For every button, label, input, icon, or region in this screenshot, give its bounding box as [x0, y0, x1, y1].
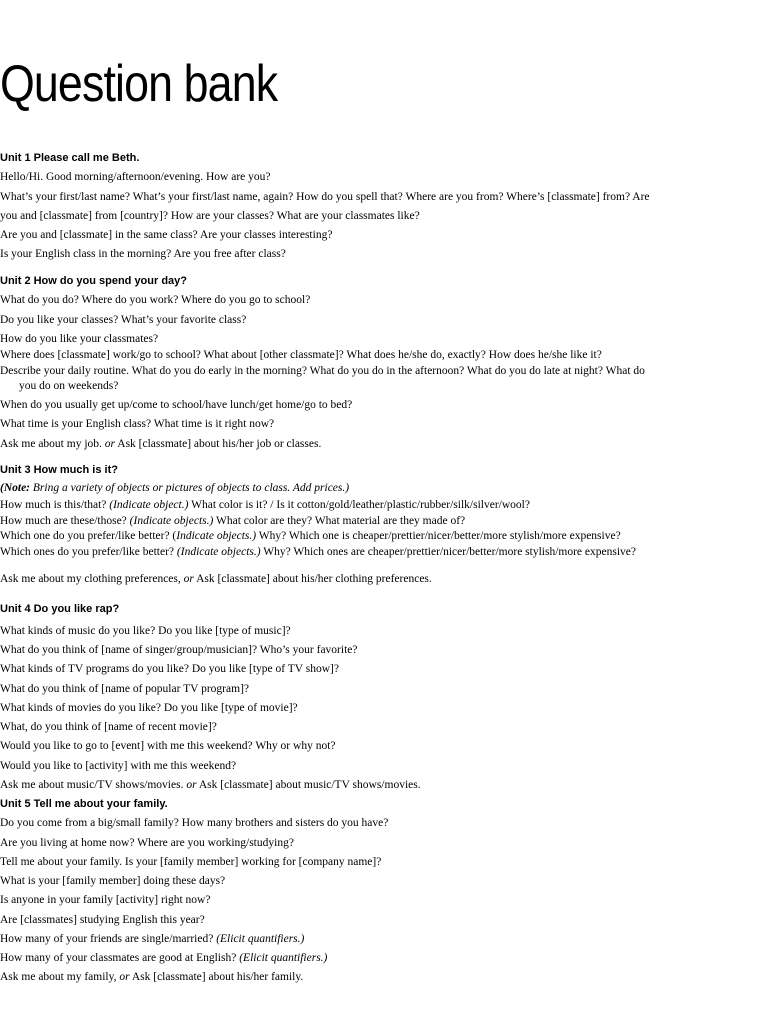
unit-2-line: Do you like your classes? What’s your favorite class?	[0, 314, 247, 326]
note-label: (Note:	[0, 482, 31, 494]
unit-2-line: What do you do? Where do you work? Where do you go to school?	[0, 294, 311, 306]
unit-3-line	[0, 545, 636, 559]
unit-1-line: Is your English class in the morning? Are you free after class?	[0, 248, 286, 260]
instruction-text: (Indicate object.)	[109, 499, 189, 511]
unit-5-line	[0, 932, 304, 946]
unit-3-line	[0, 514, 465, 528]
unit-1-line: Hello/Hi. Good morning/afternoon/evening. How are you?	[0, 171, 271, 183]
unit-5-ask-line	[0, 970, 303, 984]
unit-5-line: Is anyone in your family [activity] right now?	[0, 894, 211, 906]
unit-4-line: What do you think of [name of singer/group/musician]? Who’s your favorite?	[0, 644, 358, 656]
instruction-text: (Elicit quantifiers.)	[216, 933, 305, 945]
unit-3-line	[0, 498, 530, 512]
ask-text: Ask [classmate] about his/her job or classes.	[117, 438, 322, 450]
instruction-text: (Indicate objects.)	[176, 546, 261, 558]
note-text: Bring a variety of objects or pictures of objects to class. Add prices.)	[32, 482, 350, 494]
ask-text: Ask me about music/TV shows/movies.	[0, 779, 184, 791]
ask-text: Ask me about my clothing preferences,	[0, 573, 181, 585]
line-text: Which one do you prefer/like better? (	[0, 530, 177, 542]
unit-4-line: What, do you think of [name of recent movie]?	[0, 721, 217, 733]
line-text: How many of your classmates are good at English?	[0, 952, 237, 964]
unit-1-line: you and [classmate] from [country]? How are your classes? What are your classmates like?	[0, 210, 420, 222]
line-text: Why? Which ones are cheaper/prettier/nicer/better/more stylish/more expensive?	[263, 546, 636, 558]
unit-2-heading: Unit 2 How do you spend your day?	[0, 275, 188, 287]
instruction-text: (Indicate objects.)	[129, 515, 214, 527]
unit-5-line: Do you come from a big/small family? How many brothers and sisters do you have?	[0, 817, 389, 829]
ask-text: Ask [classmate] about his/her clothing preferences.	[196, 573, 432, 585]
unit-5-heading: Unit 5 Tell me about your family.	[0, 798, 168, 810]
line-text: What color are they? What material are they made of?	[216, 515, 466, 527]
unit-2-line: Describe your daily routine. What do you do early in the morning? What do you do in the afternoon? What do you do late at night? What do	[0, 365, 645, 377]
unit-4-heading: Unit 4 Do you like rap?	[0, 603, 120, 615]
instruction-text: (Elicit quantifiers.)	[239, 952, 328, 964]
unit-4-line: What do you think of [name of popular TV program]?	[0, 683, 249, 695]
unit-4-line: What kinds of music do you like? Do you like [type of music]?	[0, 625, 291, 637]
unit-2-line: you do on weekends?	[19, 380, 119, 392]
unit-4-line: What kinds of movies do you like? Do you like [type of movie]?	[0, 702, 298, 714]
unit-4-line: Would you like to go to [event] with me this weekend? Why or why not?	[0, 740, 336, 752]
unit-3-line	[0, 529, 621, 543]
line-text: How many of your friends are single/married?	[0, 933, 214, 945]
unit-3-ask-line	[0, 572, 432, 586]
or-text: or	[186, 779, 197, 791]
unit-5-line: Tell me about your family. Is your [family member] working for [company name]?	[0, 856, 382, 868]
line-text: What color is it? / Is it cotton/gold/leather/plastic/rubber/silk/silver/wool?	[191, 499, 530, 511]
unit-4-line: Would you like to [activity] with me this weekend?	[0, 760, 237, 772]
or-text: or	[104, 438, 116, 450]
ask-text: Ask me about my job.	[0, 438, 102, 450]
unit-2-ask-line	[0, 437, 321, 451]
ask-text: Ask [classmate] about his/her family.	[131, 971, 304, 983]
unit-4-ask-line	[0, 778, 421, 792]
unit-5-line: Are [classmates] studying English this year?	[0, 914, 205, 926]
or-text: or	[119, 971, 130, 983]
unit-2-line: Where does [classmate] work/go to school? What about [other classmate]? What does he/she do, exactly? How does he/she like it?	[0, 349, 602, 361]
or-text: or	[183, 573, 194, 585]
instruction-text: Indicate objects.)	[176, 530, 257, 542]
unit-3-heading: Unit 3 How much is it?	[0, 464, 118, 476]
line-text: Which ones do you prefer/like better?	[0, 546, 175, 558]
line-text: How much is this/that?	[0, 499, 107, 511]
unit-5-line	[0, 951, 327, 965]
unit-2-line: What time is your English class? What time is it right now?	[0, 418, 275, 430]
line-text: How much are these/those?	[0, 515, 127, 527]
ask-text: Ask me about my family,	[0, 971, 117, 983]
unit-2-line: When do you usually get up/come to school/have lunch/get home/go to bed?	[0, 399, 353, 411]
unit-5-line: Are you living at home now? Where are you working/studying?	[0, 837, 294, 849]
unit-3-note	[0, 481, 349, 495]
unit-1-line: What’s your first/last name? What’s your first/last name, again? How do you spell that? Where are you from? Where’s [classmate] from? Are	[0, 191, 650, 203]
ask-text: Ask [classmate] about music/TV shows/movies.	[198, 779, 421, 791]
page-title: Question bank	[0, 55, 278, 113]
unit-1-line: Are you and [classmate] in the same class? Are your classes interesting?	[0, 229, 333, 241]
unit-5-line: What is your [family member] doing these days?	[0, 875, 226, 887]
unit-1-heading: Unit 1 Please call me Beth.	[0, 152, 140, 164]
unit-2-line: How do you like your classmates?	[0, 333, 159, 345]
line-text: Why? Which one is cheaper/prettier/nicer/better/more stylish/more expensive?	[258, 530, 621, 542]
unit-4-line: What kinds of TV programs do you like? Do you like [type of TV show]?	[0, 663, 339, 675]
